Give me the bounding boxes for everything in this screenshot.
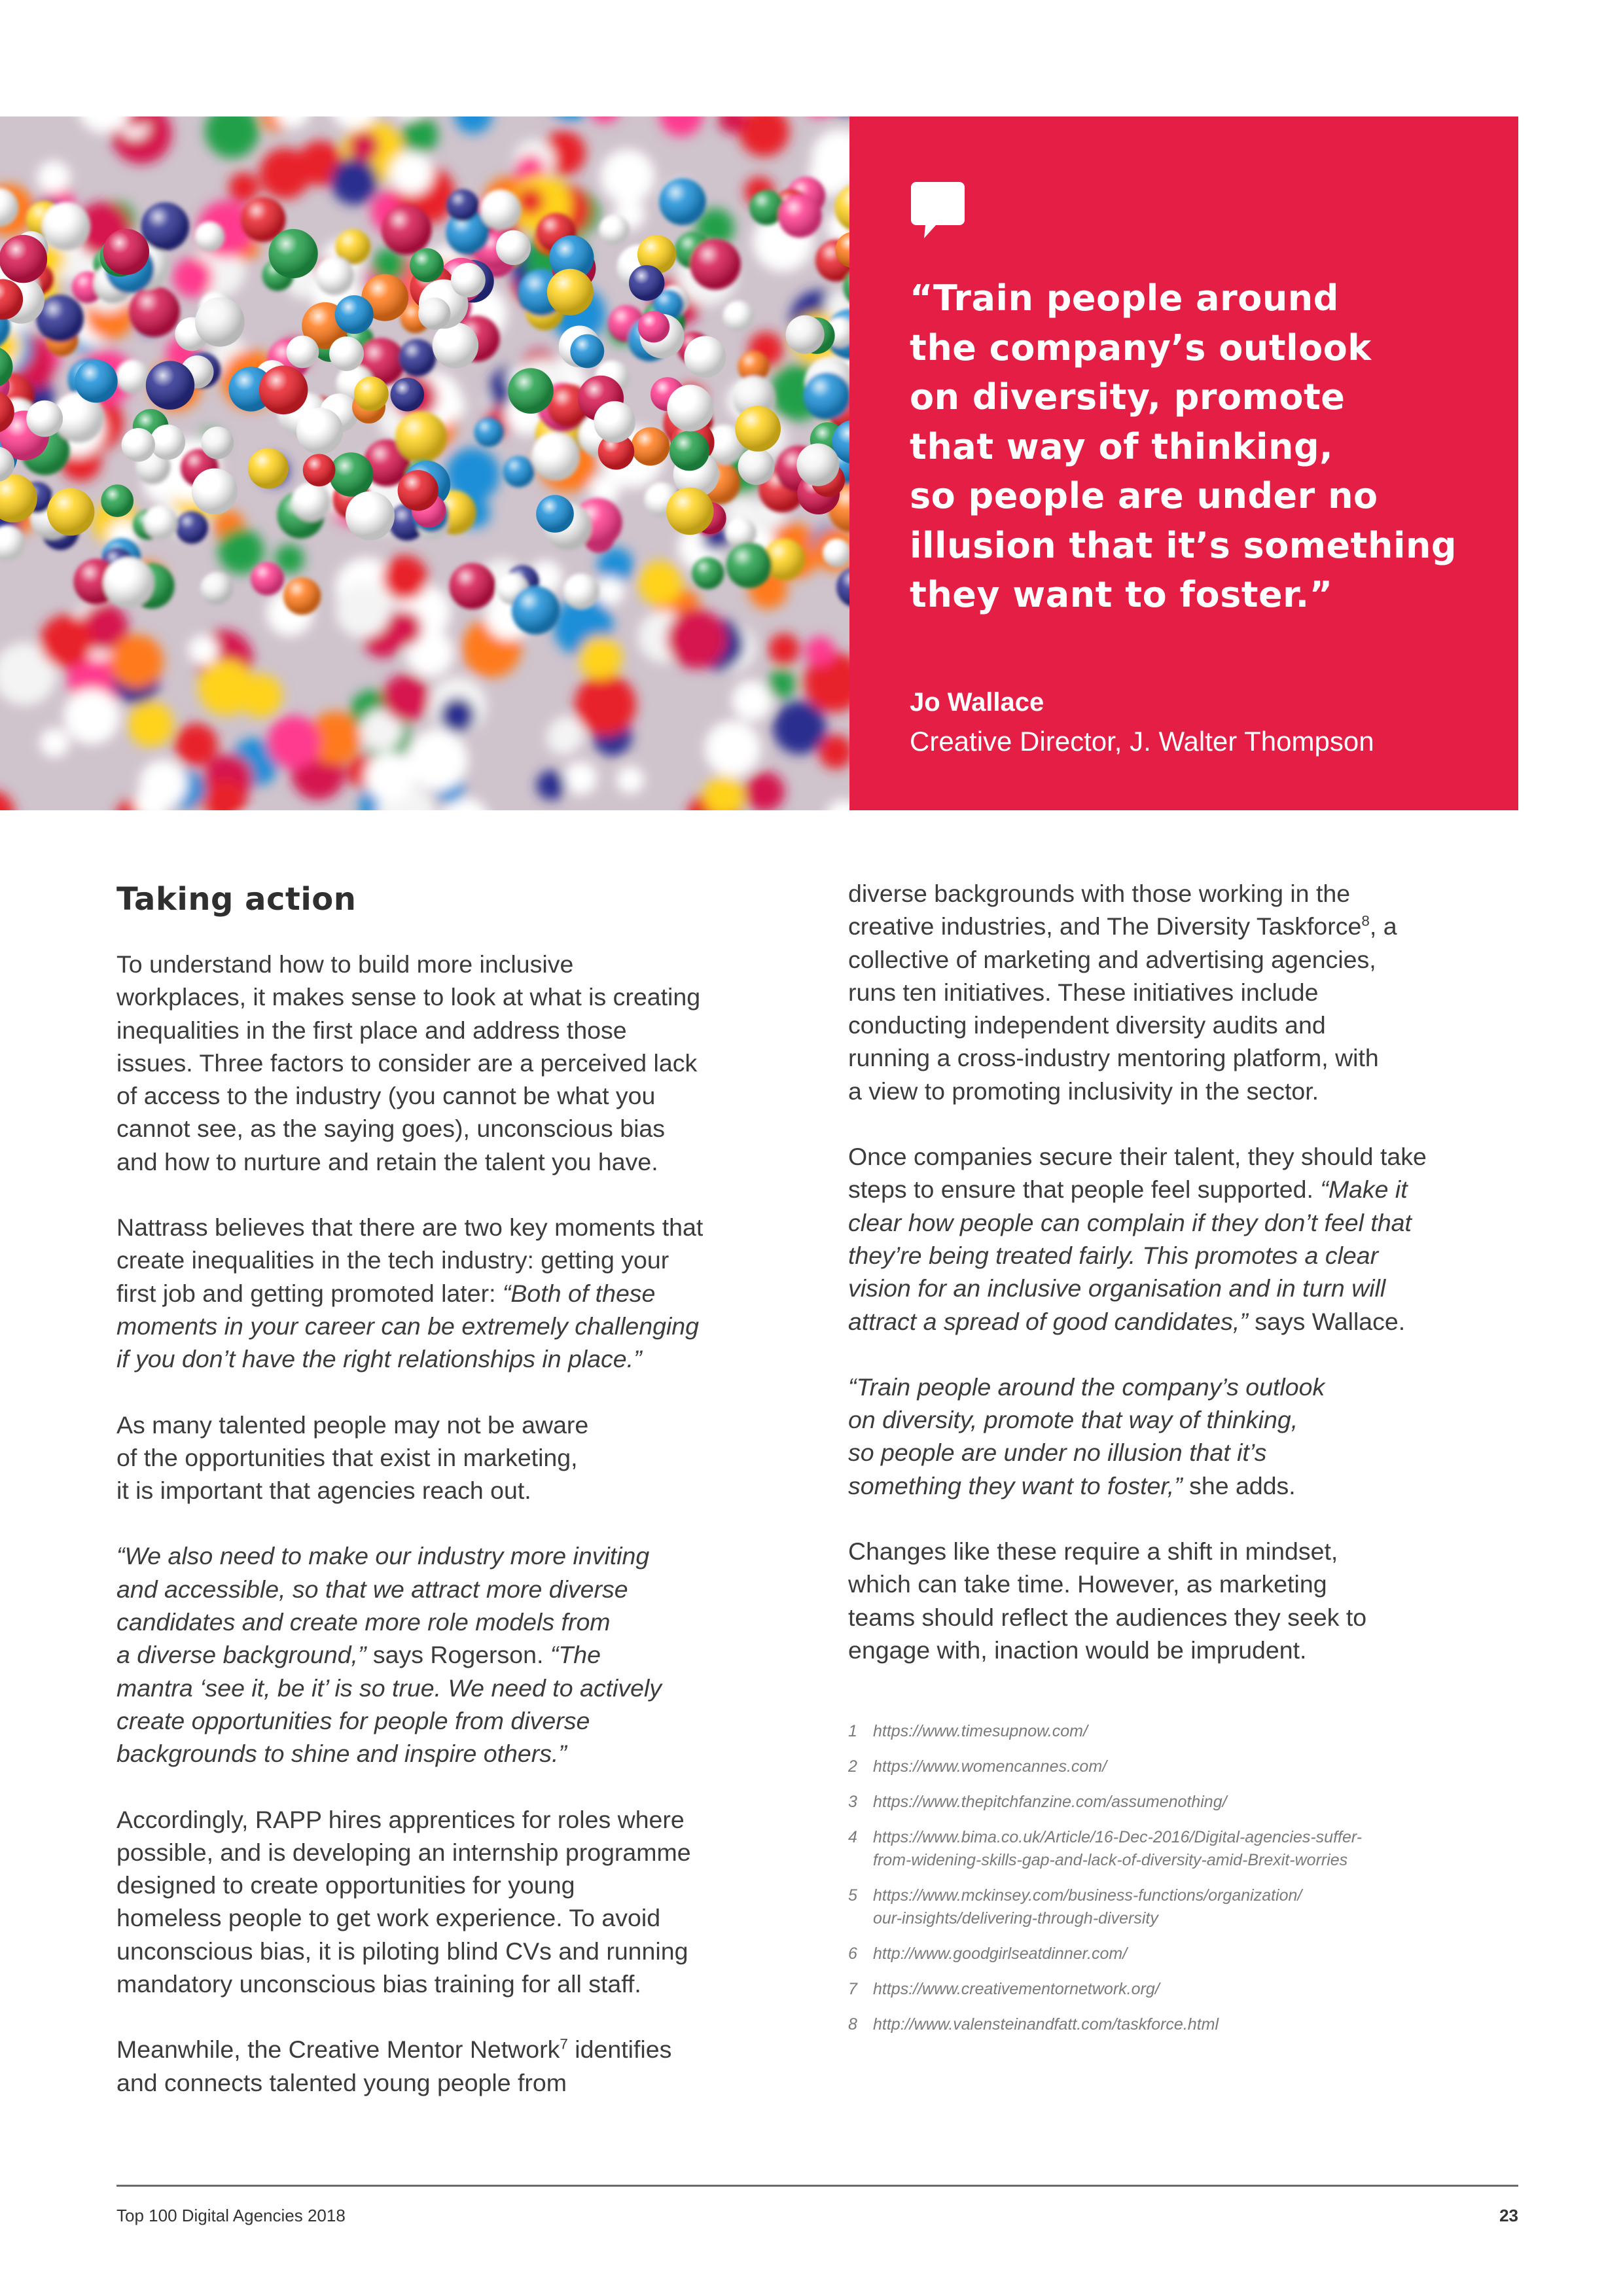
text-line: possible, and is developing an internship programme: [116, 1838, 691, 1866]
sprinkle-ball: [37, 161, 70, 194]
text-line: and how to nurture and retain the talent you have.: [116, 1147, 658, 1175]
sprinkle-highlight: [450, 563, 496, 609]
quote-run: so people are under no illusion that it’s: [848, 1439, 1267, 1467]
text-line: create inequalities in the tech industry: getting your: [116, 1246, 669, 1274]
footnote-link[interactable]: [873, 1791, 1227, 1814]
sprinkle-ball: [365, 752, 416, 802]
sprinkle-highlight: [398, 470, 438, 511]
footnote-ref[interactable]: 8: [1361, 912, 1370, 929]
sprinkle-ball: [173, 258, 213, 298]
sprinkle-highlight: [251, 562, 284, 596]
sprinkle-highlight: [667, 385, 713, 431]
sprinkle-highlight: [803, 372, 849, 420]
text-run: , a: [1369, 912, 1397, 941]
footer-publication-title: Top 100 Digital Agencies 2018: [116, 2206, 346, 2225]
sprinkle-ball: [546, 721, 580, 755]
sprinkle-highlight: [291, 482, 330, 522]
footnote: [848, 1978, 1522, 2001]
sprinkle-highlight: [726, 543, 772, 588]
footnote-link[interactable]: [873, 1720, 1088, 1743]
text-line: mandatory unconscious bias training for all staff.: [116, 1970, 641, 1998]
left-column: [116, 877, 791, 2132]
sprinkle-highlight: [75, 360, 117, 403]
sprinkle-highlight: [346, 492, 395, 541]
text-line: [116, 1277, 791, 1310]
sprinkle-highlight: [329, 336, 364, 371]
sprinkle-ball: [745, 772, 785, 810]
text-line: [116, 1342, 791, 1375]
text-line: workplaces, it makes sense to look at what is creating: [116, 983, 701, 1011]
sprinkle-highlight: [786, 315, 825, 354]
text-line: teams should reflect the audiences they seek to: [848, 1603, 1367, 1631]
text-line: [848, 1272, 1522, 1304]
sprinkle-ball: [382, 674, 429, 721]
sprinkle-ball: [386, 610, 422, 646]
quote-line: they want to foster.”: [910, 574, 1333, 615]
sprinkle-highlight: [175, 511, 208, 544]
sprinkle-ball: [63, 689, 119, 744]
text-line: [116, 1737, 791, 1770]
sprinkle-highlight: [141, 202, 189, 251]
sprinkle-highlight: [303, 454, 336, 487]
quote-run: “Train people around the company’s outlook: [848, 1372, 1325, 1401]
sprinkle-highlight: [599, 215, 630, 245]
section-heading: Taking action: [116, 881, 357, 918]
sprinkle-ball: [596, 577, 624, 605]
page-number: 23: [1499, 2206, 1518, 2225]
sprinkle-ball: [768, 634, 800, 665]
sprinkle-highlight: [638, 311, 669, 342]
sprinkle-ball: [616, 766, 644, 794]
paragraph: [116, 1408, 791, 1507]
sprinkle-highlight: [410, 248, 444, 282]
sprinkle-highlight: [192, 469, 238, 514]
text-line: running a cross-industry mentoring platform, with: [848, 1044, 1379, 1072]
text-line: engage with, inaction would be imprudent.: [848, 1636, 1307, 1664]
text-line: As many talented people may not be aware: [116, 1410, 589, 1439]
quote-line: the company’s outlook: [910, 327, 1372, 368]
text-run: creative industries, and The Diversity Taskforce: [848, 912, 1362, 941]
text-line: conducting independent diversity audits and: [848, 1011, 1326, 1039]
footnote-number: 5: [848, 1886, 857, 1905]
footnote-url[interactable]: our-insights/delivering-through-diversity: [873, 1909, 1158, 1928]
text-line: [116, 1605, 791, 1638]
text-line: homeless people to get work experience. To avoid: [116, 1904, 661, 1932]
text-line: [116, 2033, 791, 2066]
quote-run: “Both of these: [502, 1279, 656, 1307]
footnote-url[interactable]: https://www.creativementornetwork.org/: [873, 1980, 1160, 1998]
footnote-number: 1: [848, 1722, 857, 1740]
quote-run: attract a spread of good candidates,”: [848, 1307, 1248, 1335]
quote-run: vision for an inclusive organisation and in turn will: [848, 1274, 1386, 1302]
text-run: says Wallace.: [1247, 1307, 1406, 1335]
sprinkle-highlight: [723, 300, 755, 332]
sprinkle-ball: [406, 729, 468, 791]
sprinkle-ball: [188, 635, 219, 665]
quote-line: so people are under no: [910, 475, 1378, 516]
footnotes: [848, 1720, 1522, 2049]
sprinkle-ball: [705, 721, 760, 776]
quote-line: illusion that it’s something: [910, 524, 1457, 566]
sprinkle-highlight: [47, 488, 94, 535]
text-line: [116, 1573, 791, 1605]
sprinkle-highlight: [474, 418, 504, 447]
footnote-number: 6: [848, 1945, 857, 1963]
sprinkle-ball: [336, 584, 390, 638]
footnote: [848, 1755, 1522, 1778]
footnote-url[interactable]: http://www.valensteinandfatt.com/taskforce.html: [873, 2015, 1219, 2034]
text-line: [848, 1371, 1522, 1403]
text-line: [116, 1539, 791, 1572]
text-line: runs ten initiatives. These initiatives include: [848, 978, 1319, 1006]
text-line: [116, 1638, 791, 1671]
sprinkle-highlight: [496, 230, 531, 265]
sprinkle-highlight: [335, 295, 374, 334]
sprinkle-ball: [198, 659, 254, 715]
text-line: and connects talented young people from: [116, 2068, 567, 2096]
text-line: [848, 1469, 1522, 1502]
sprinkle-highlight: [433, 323, 478, 368]
paragraph: [848, 1140, 1522, 1338]
sprinkle-highlight: [480, 190, 522, 231]
text-line: [848, 1173, 1522, 1206]
sprinkle-ball: [390, 152, 433, 195]
sprinkle-highlight: [446, 189, 478, 221]
sprinkle-highlight: [738, 448, 775, 485]
sprinkle-highlight: [259, 366, 308, 415]
sprinkle-ball: [773, 701, 827, 755]
text-line: [116, 1704, 791, 1737]
sprinkle-highlight: [692, 557, 724, 589]
quote-line: on diversity, promote: [910, 376, 1346, 418]
sprinkle-ball: [139, 760, 187, 808]
footnote-ref[interactable]: 7: [560, 2036, 568, 2053]
footnote-number: 3: [848, 1793, 857, 1811]
quote-line: “Train people around: [910, 278, 1339, 319]
sprinkle-highlight: [735, 406, 781, 452]
sprinkle-ball: [575, 674, 636, 736]
quote-panel: [849, 117, 1518, 810]
quote-run: a diverse background,”: [116, 1641, 366, 1669]
footnote-number: 7: [848, 1980, 857, 1998]
sprinkle-ball: [175, 723, 218, 766]
footnote-url[interactable]: https://www.timesupnow.com/: [873, 1722, 1088, 1740]
quote-run: “Make it: [1320, 1175, 1408, 1204]
text-run: first job and getting promoted later:: [116, 1279, 503, 1307]
text-line: Changes like these require a shift in mindset,: [848, 1537, 1338, 1566]
paragraph: [848, 1371, 1522, 1502]
quote-line: that way of thinking,: [910, 425, 1334, 467]
text-line: unconscious bias, it is piloting blind CVs and running: [116, 1937, 688, 1965]
sprinkle-highlight: [195, 297, 245, 347]
quote-author-role: Creative Director, J. Walter Thompson: [910, 725, 1374, 757]
sprinkle-highlight: [129, 286, 180, 337]
sprinkle-highlight: [594, 401, 635, 443]
sprinkle-ball: [110, 634, 164, 688]
sprinkle-highlight: [778, 194, 821, 238]
quote-run: candidates and create more role models from: [116, 1608, 611, 1636]
sprinkle-highlight: [508, 368, 554, 414]
sprinkle-highlight: [42, 202, 90, 251]
sprinkle-ball: [579, 636, 622, 679]
sprinkle-highlight: [315, 257, 354, 295]
sprinkle-highlight: [248, 448, 289, 489]
text-line: diverse backgrounds with those working in the: [848, 880, 1351, 907]
footnote-url[interactable]: http://www.goodgirlseatdinner.com/: [873, 1945, 1128, 1963]
sprinkle-highlight: [354, 376, 389, 411]
sprinkle-highlight: [563, 573, 599, 609]
text-run: steps to ensure that people feel supported.: [848, 1175, 1321, 1204]
text-line: designed to create opportunities for young: [116, 1871, 575, 1899]
footnote-url[interactable]: https://www.thepitchfanzine.com/assumenothing/: [873, 1793, 1227, 1811]
text-line: To understand how to build more inclusive: [116, 950, 574, 978]
paragraph: [116, 1211, 791, 1375]
sprinkle-ball: [40, 615, 94, 668]
text-run: Meanwhile, the Creative Mentor Network: [116, 2036, 560, 2064]
sprinkle-highlight: [391, 378, 424, 411]
sprinkle-highlight: [418, 298, 450, 330]
sprinkle-ball: [40, 728, 69, 758]
sprinkle-highlight: [547, 269, 594, 315]
sprinkle-ball: [768, 670, 796, 698]
text-line: [116, 1310, 791, 1342]
paragraph: [116, 948, 791, 1178]
quote-run: on diversity, promote that way of thinking,: [848, 1406, 1298, 1434]
sprinkle-highlight: [116, 360, 150, 394]
sprinkle-highlight: [382, 205, 432, 255]
sprinkle-highlight: [666, 488, 713, 535]
paragraph: [116, 1803, 791, 2001]
paragraph: [116, 2033, 791, 2099]
footnote-url[interactable]: https://www.bima.co.uk/Article/16-Dec-2016/Digital-agencies-suffer-: [873, 1828, 1363, 1846]
sprinkle-ball: [228, 172, 259, 203]
text-line: of the opportunities that exist in marketing,: [116, 1443, 578, 1471]
sprinkle-highlight: [531, 433, 580, 481]
sprinkle-highlight: [329, 452, 374, 497]
quote-author: Jo Wallace: [910, 687, 1044, 717]
sprinkle-highlight: [395, 412, 447, 463]
sprinkle-highlight: [26, 401, 63, 437]
footnote: [848, 2013, 1522, 2036]
text-line: of access to the industry (you cannot be what you: [116, 1082, 656, 1110]
sprinkle-ball: [382, 555, 427, 600]
sprinkle-highlight: [570, 334, 604, 368]
text-line: [848, 1239, 1522, 1272]
paragraph: [116, 1539, 791, 1770]
text-line: [848, 1436, 1522, 1469]
sprinkle-highlight: [399, 339, 436, 376]
footnote-link[interactable]: [873, 1978, 1160, 2001]
quote-run: clear how people can complain if they don’t feel that: [848, 1208, 1412, 1236]
sprinkle-highlight: [122, 428, 155, 461]
text-line: Nattrass believes that there are two key moments that: [116, 1213, 704, 1242]
footnote: [848, 1943, 1522, 1965]
text-line: [848, 1403, 1522, 1436]
sprinkle-highlight: [150, 425, 185, 460]
sprinkle-highlight: [101, 484, 134, 517]
footnote: [848, 1884, 1522, 1930]
footnote-link[interactable]: [873, 1755, 1107, 1778]
footnote-link[interactable]: [873, 1826, 1362, 1872]
quote-run: create opportunities for people from diverse: [116, 1706, 590, 1734]
quote-run: moments in your career can be extremely challenging: [116, 1312, 700, 1340]
text-line: [116, 1672, 791, 1704]
sprinkle-ball: [259, 148, 310, 199]
footnote-number: 2: [848, 1757, 857, 1776]
sprinkle-highlight: [631, 427, 669, 466]
paragraph: [848, 877, 1522, 1107]
hero-image-sprinkles: [0, 117, 849, 810]
sprinkle-highlight: [536, 495, 574, 533]
text-line: it is important that agencies reach out.: [116, 1477, 531, 1505]
sprinkle-ball: [128, 702, 173, 747]
quote-run: if you don’t have the right relationships in place.”: [116, 1345, 642, 1373]
text-run: says Rogerson.: [366, 1641, 550, 1669]
footnote-link[interactable]: [873, 1943, 1127, 1965]
quote-run: something they want to foster,”: [848, 1471, 1183, 1499]
footnote-url[interactable]: https://www.mckinsey.com/business-functions/organization/: [873, 1886, 1302, 1905]
footnote-url[interactable]: from-widening-skills-gap-and-lack-of-diversity-amid-Brexit-worries: [873, 1851, 1348, 1869]
sprinkle-ball: [402, 117, 438, 154]
speech-bubble-icon: [910, 181, 966, 241]
sprinkle-highlight: [103, 558, 154, 609]
sprinkle-ball: [806, 636, 835, 666]
sprinkle-ball: [600, 149, 654, 204]
sprinkle-highlight: [287, 336, 319, 368]
sprinkles-photo: [0, 117, 849, 810]
text-run: she adds.: [1182, 1471, 1296, 1499]
text-line: cannot see, as the saying goes), unconscious bias: [116, 1115, 666, 1143]
text-line: [848, 1305, 1522, 1338]
sprinkle-highlight: [283, 577, 321, 615]
sprinkle-ball: [440, 698, 475, 733]
sprinkle-highlight: [144, 505, 178, 539]
paragraph: [848, 1535, 1522, 1666]
sprinkle-highlight: [629, 265, 664, 300]
text-line: [848, 910, 1522, 942]
quote-run: they’re being treated fairly. This promotes a clear: [848, 1241, 1379, 1269]
footnote: [848, 1791, 1522, 1814]
sprinkle-highlight: [146, 361, 194, 409]
sprinkle-ball: [638, 561, 683, 605]
footer-divider: [116, 2185, 1518, 2187]
footnote-link[interactable]: [873, 2013, 1219, 2036]
text-line: [848, 1206, 1522, 1239]
sprinkle-highlight: [684, 336, 726, 378]
quote-run: “We also need to make our industry more inviting: [116, 1542, 650, 1570]
text-line: Accordingly, RAPP hires apprentices for roles where: [116, 1805, 685, 1833]
sprinkle-highlight: [0, 235, 47, 283]
text-line: which can take time. However, as marketing: [848, 1570, 1327, 1598]
sprinkle-highlight: [690, 239, 741, 290]
quote-run: and accessible, so that we attract more diverse: [116, 1575, 628, 1603]
sprinkle-highlight: [503, 456, 535, 488]
sprinkle-highlight: [451, 263, 486, 298]
sprinkle-ball: [732, 681, 772, 721]
sprinkle-highlight: [296, 408, 343, 454]
sprinkle-highlight: [669, 431, 709, 471]
text-run: identifies: [567, 2036, 672, 2064]
sprinkle-ball: [330, 158, 378, 205]
footnote-number: 4: [848, 1828, 857, 1846]
pull-quote: [910, 274, 1466, 620]
sprinkle-highlight: [194, 221, 224, 251]
sprinkle-highlight: [103, 229, 149, 275]
text-line: issues. Three factors to consider are a perceived lack: [116, 1049, 698, 1077]
sprinkle-highlight: [512, 586, 560, 635]
sprinkle-ball: [666, 609, 726, 669]
text-line: Once companies secure their talent, they should take: [848, 1143, 1427, 1171]
text-line: inequalities in the first place and address those: [116, 1016, 627, 1044]
sprinkle-ball: [267, 715, 321, 769]
footnote-url[interactable]: https://www.womencannes.com/: [873, 1757, 1107, 1776]
quote-run: mantra ‘see it, be it’ is so true. We need to actively: [116, 1674, 662, 1702]
sprinkle-highlight: [269, 229, 318, 278]
text-line: collective of marketing and advertising agencies,: [848, 945, 1376, 973]
quote-run: “The: [550, 1641, 601, 1669]
footnote-link[interactable]: [873, 1884, 1302, 1930]
sprinkle-ball: [564, 762, 597, 795]
footnote-number: 8: [848, 2015, 857, 2034]
text-line: a view to promoting inclusivity in the sector.: [848, 1077, 1319, 1105]
sprinkle-highlight: [796, 444, 839, 486]
right-column: [848, 877, 1522, 1699]
footnote: [848, 1720, 1522, 1743]
sprinkle-highlight: [201, 427, 234, 459]
sprinkle-ball: [537, 770, 566, 800]
quote-run: backgrounds to shine and inspire others.”: [116, 1740, 567, 1768]
sprinkle-highlight: [200, 572, 233, 605]
sprinkle-highlight: [659, 178, 706, 225]
sprinkle-ball: [349, 131, 379, 161]
footnote: [848, 1826, 1522, 1872]
